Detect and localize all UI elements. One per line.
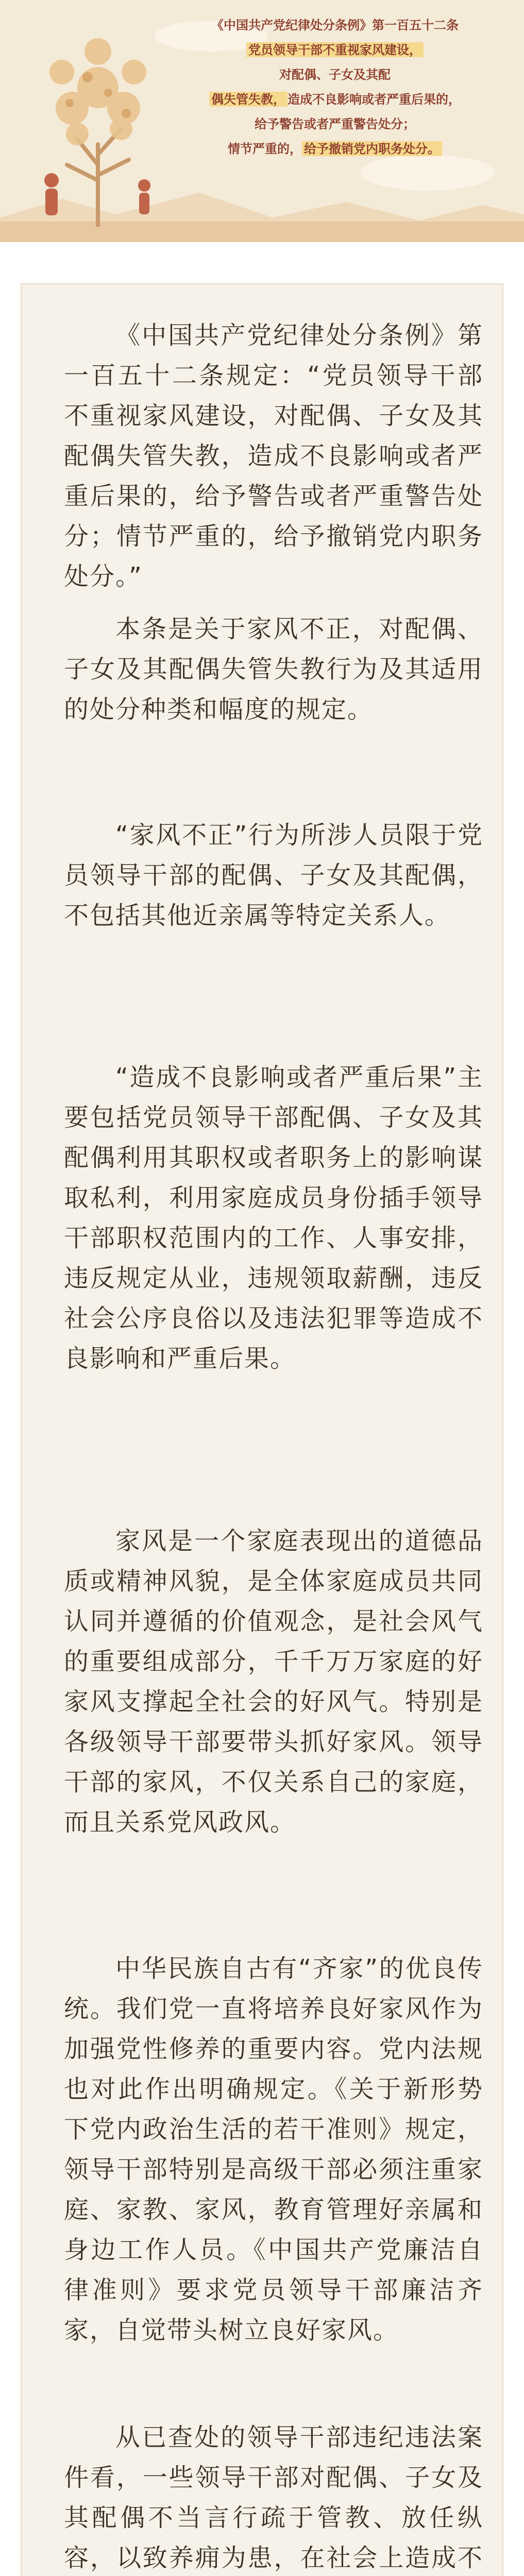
banner-line: 情节严重的， — [228, 141, 302, 156]
header-banner — [0, 0, 524, 242]
banner-line: 给予警告或者严重警告处分； — [255, 116, 415, 131]
paragraph: 《中国共产党纪律处分条例》第一百五十二条规定：“党员领导干部不重视家风建设，对配偶、子女及其配偶失管失教，造成不良影响或者严重后果的，给予警告或者严重警告处分；情节严重的，给予撤销党内职务处分。” — [64, 321, 483, 591]
banner-highlight: 偶失管失教， — [209, 92, 288, 107]
banner-title: 《中国共产党纪律处分条例》第一百五十二条 — [211, 18, 459, 32]
banner-highlight: 党员领导干部不重视家风建设， — [246, 42, 424, 57]
paragraph: 从已查处的领导干部违纪违法案件看，一些领导干部对配偶、子女及其配偶不当言行疏于管教、放任纵容，以致养痈为患，在社会上造成不 — [64, 2423, 483, 2572]
banner-text — [165, 13, 505, 161]
paragraph: “造成不良影响或者严重后果”主要包括党员领导干部配偶、子女及其配偶利用其职权或者职务上的影响谋取私利，利用家庭成员身份插手领导干部职权范围内的工作、人事安排，违反规定从业，违规领取薪酬，违反社会公序良俗以及违法犯罪等造成不良影响和严重后果。 — [64, 1063, 483, 1373]
paragraph: 中华民族自古有“齐家”的优良传统。我们党一直将培养良好家风作为加强党性修养的重要内容。党内法规也对此作出明确规定。《关于新形势下党内政治生活的若干准则》规定，领导干部特别是高级干部必须注重家庭、家教、家风，教育管理好亲属和身边工作人员。《中国共产党廉洁自律准则》要求党员领导干部廉洁齐家，自觉带头树立良好家风。 — [64, 1954, 483, 2345]
paragraph: 家风是一个家庭表现出的道德品质或精神风貌，是全体家庭成员共同认同并遵循的价值观念，是社会风气的重要组成部分，千千万万家庭的好家风支撑起全社会的好风气。特别是各级领导干部要带头抓好家风。领导干部的家风，不仅关系自己的家庭，而且关系党风政风。 — [64, 1527, 483, 1837]
tree-illustration — [21, 10, 175, 227]
paragraph: 本条是关于家风不正，对配偶、子女及其配偶失管失教行为及其适用的处分种类和幅度的规定。 — [64, 615, 483, 724]
banner-line: 造成不良影响或者严重后果的， — [288, 92, 461, 107]
paragraph: “家风不正”行为所涉人员限于党员领导干部的配偶、子女及其配偶，不包括其他近亲属等特定关系人。 — [64, 821, 483, 930]
banner-highlight: 给予撤销党内职务处分。 — [302, 141, 442, 156]
article-card — [21, 283, 503, 2576]
banner-line: 对配偶、子女及其配 — [279, 67, 391, 82]
